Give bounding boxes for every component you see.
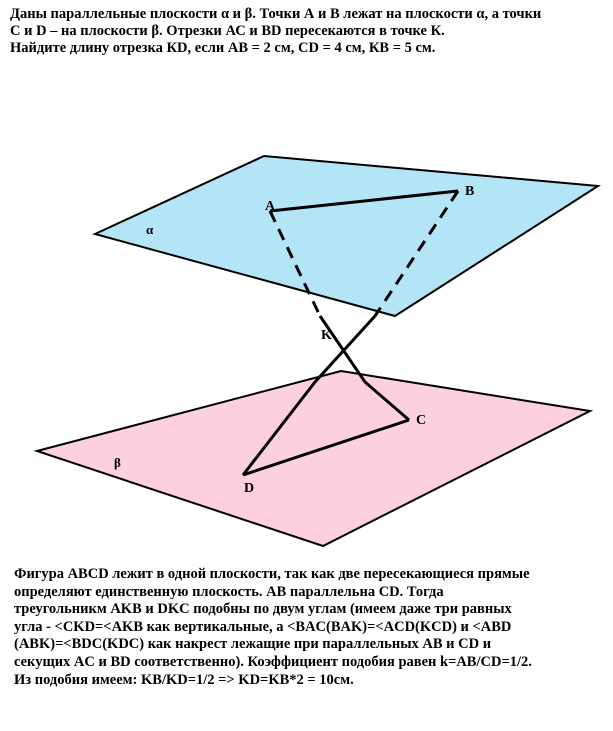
solution-line-3: треугольникм AKB и DKC подобны по двум углам (имеем даже три равных: [14, 601, 512, 618]
solution-line-1: Фигура ABCD лежит в одной плоскости, так как две пересекающиеся прямые: [14, 566, 530, 582]
label-beta: β: [114, 455, 121, 470]
label-b: B: [465, 184, 475, 199]
solution-line-7: Из подобия имеем: KB/KD=1/2 => KD=KB*2 = 10см.: [14, 671, 354, 688]
problem-line-1: Даны параллельные плоскости α и β. Точки А и В лежат на плоскости α, а точки: [10, 6, 542, 22]
solution-line-5: (ABK)=<BDC(KDC) как накрест лежащие при параллельных AB и CD и: [14, 636, 492, 653]
label-a: A: [265, 199, 276, 214]
problem-line-3: Найдите длину отрезка КD, если АВ = 2 см, СD = 4 см, КВ = 5 см.: [10, 40, 436, 56]
solution-text: [14, 566, 609, 689]
solution-line-2: определяют единственную плоскость. АВ параллельна CD. Тогда: [14, 583, 444, 600]
label-k: K: [321, 328, 332, 343]
plane-alpha: [95, 156, 598, 316]
solution-line-6: секущих AC и BD соответственно). Коэффициент подобия равен k=AB/CD=1/2.: [14, 653, 532, 670]
solution-line-4: угла - <CKD=<AKB как вертикальные, а <BAC(BAK)=<ACD(KCD) и <ABD: [14, 618, 512, 635]
label-c: C: [416, 413, 427, 428]
problem-line-2: С и D – на плоскости β. Отрезки АС и ВD пересекаются в точке К.: [10, 23, 445, 39]
label-d: D: [244, 481, 255, 496]
label-alpha: α: [146, 222, 154, 237]
